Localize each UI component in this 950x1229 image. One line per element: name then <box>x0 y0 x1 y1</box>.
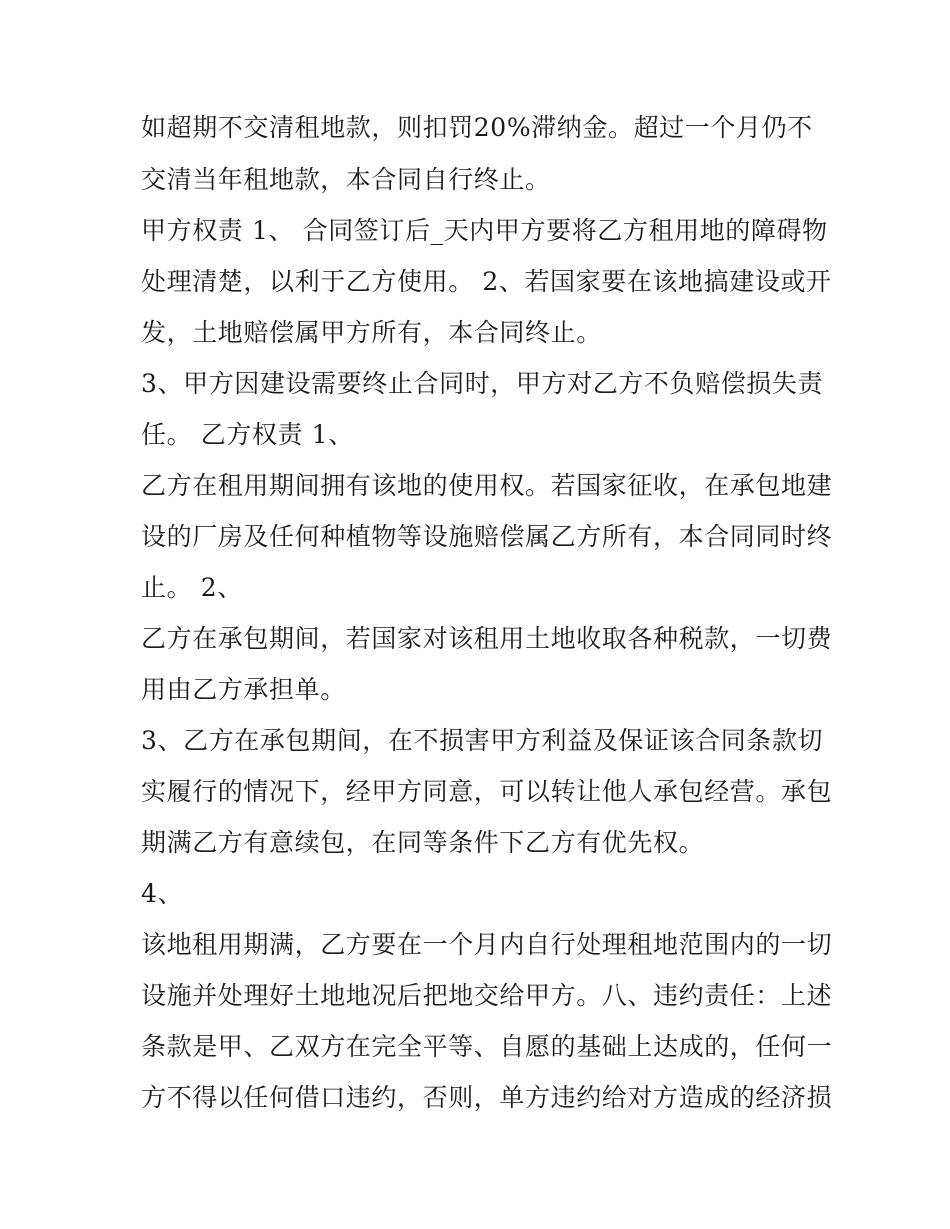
text-line-6: 3、甲方因建设需要终止合同时，甲方对乙方不负赔偿损失责 <box>141 369 824 398</box>
text-line-11: 乙方在承包期间，若国家对该租用土地收取各种税款，一切费 <box>141 624 833 653</box>
text-line-9: 设的厂房及任何种植物等设施赔偿属乙方所有，本合同同时终 <box>141 522 833 551</box>
text-line-1: 如超期不交清租地款，则扣罚20%滞纳金。超过一个月仍不 <box>141 113 813 142</box>
text-line-2: 交清当年租地款，本合同自行终止。 <box>141 165 551 194</box>
text-line-7: 任。 乙方权责 1、 <box>141 420 354 449</box>
text-line-8: 乙方在租用期间拥有该地的使用权。若国家征收，在承包地建 <box>141 471 833 500</box>
text-line-16: 4、 <box>141 879 184 908</box>
text-line-15: 期满乙方有意续包，在同等条件下乙方有优先权。 <box>141 828 705 857</box>
text-line-20: 方不得以任何借口违约，否则，单方违约给对方造成的经济损 <box>141 1083 833 1112</box>
text-line-12: 用由乙方承担单。 <box>141 675 346 704</box>
text-line-17: 该地租用期满，乙方要在一个月内自行处理租地范围内的一切 <box>141 930 833 959</box>
text-line-14: 实履行的情况下，经甲方同意，可以转让他人承包经营。承包 <box>141 777 833 806</box>
text-line-5: 发，土地赔偿属甲方所有，本合同终止。 <box>141 318 602 347</box>
text-line-18: 设施并处理好土地地况后把地交给甲方。八、违约责任：上述 <box>141 981 833 1010</box>
text-line-13: 3、乙方在承包期间，在不损害甲方利益及保证该合同条款切 <box>141 726 824 755</box>
text-line-4: 处理清楚，以利于乙方使用。 2、若国家要在该地搞建设或开 <box>141 267 832 296</box>
text-line-10: 止。 2、 <box>141 573 243 602</box>
text-line-3: 甲方权责 1、 合同签订后_天内甲方要将乙方租用地的障碍物 <box>141 216 828 245</box>
text-line-19: 条款是甲、乙双方在完全平等、自愿的基础上达成的，任何一 <box>141 1032 833 1061</box>
